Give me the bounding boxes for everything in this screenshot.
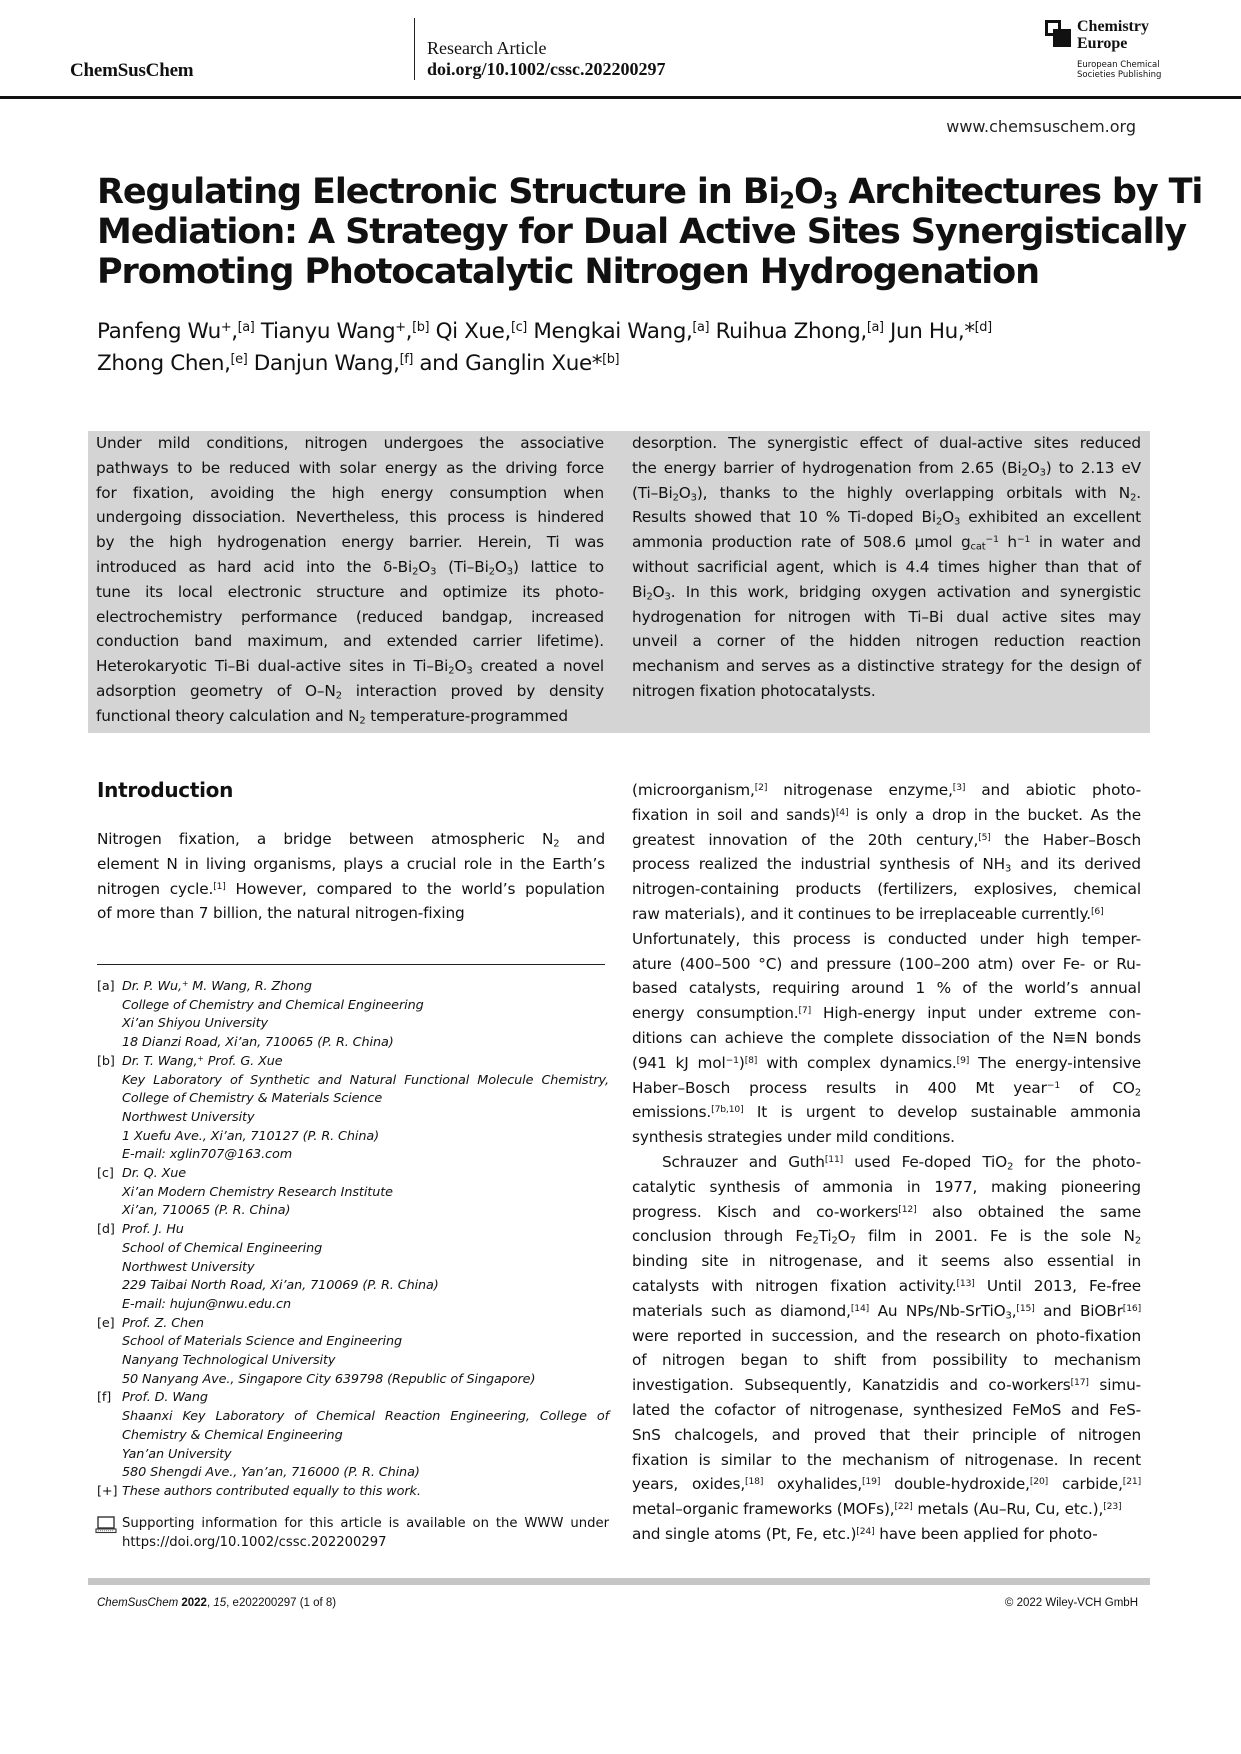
abstract-right-column: [632, 431, 1141, 704]
affiliation-tag: [e]: [97, 1315, 115, 1331]
affiliation-tag: [+]: [97, 1483, 118, 1499]
text-line: the energy barrier of hydrogenation from 2.65 $(Bi_2O_3)$ to 2.13 eV: [632, 458, 1141, 479]
journal-name: ChemSusChem: [70, 60, 194, 81]
affiliation-line: College of Chemistry & Materials Science: [122, 1091, 383, 1107]
text-line: desorption. The synergistic effect of dual-active sites reduced: [632, 434, 1141, 452]
affiliation-line: 18 Dianzi Road, Xi’an, 710065 (P. R. China): [122, 1035, 394, 1051]
text-line: by the high hydrogenation energy barrier. Herein, Ti was: [96, 533, 604, 552]
text-line: nitrogen cycle.[1] However, compared to the world’s population: [97, 879, 605, 898]
affiliation-entry: [97, 1315, 609, 1390]
footer-bar: [88, 1578, 1150, 1585]
affiliation-line: Prof. J. Hu: [122, 1222, 184, 1238]
chemistry-europe-logo: [1045, 18, 1185, 82]
text-line: years, oxides,[18] oxyhalides,[19] double-hydroxide,[20] carbide,[21]: [632, 1475, 1142, 1494]
text-line: mechanism and serves as a distinctive strategy for the design of: [632, 657, 1141, 676]
text-line: (941 kJ mol$^{-1}$)[8] with complex dynamics.[9] The energy-intensive: [632, 1053, 1141, 1072]
text-line: $Bi_2O_3$. In this work, bridging oxygen activation and synergistic: [632, 582, 1141, 603]
abstract-box: [88, 431, 1150, 733]
affiliation-line: Northwest University: [122, 1259, 255, 1275]
affiliation-tag: [c]: [97, 1166, 114, 1182]
text-line: Results showed that 10 % Ti-doped $Bi_2O_3$ exhibited an excellent: [632, 508, 1141, 528]
text-line: unveil a corner of the hidden nitrogen reduction reaction: [632, 632, 1141, 651]
text-line: ature (400–500 °C) and pressure (100–200 atm) over Fe- or Ru-: [632, 954, 1141, 973]
text-line: Schrauzer and Guth[11] used Fe-doped TiO$_2$ for the photo-: [662, 1152, 1141, 1173]
affiliation-tag: [b]: [97, 1053, 115, 1069]
text-line: pathways to be reduced with solar energy as the driving force: [96, 458, 604, 477]
email-link[interactable]: E-mail: xglin707@163.com: [122, 1147, 293, 1163]
text-line: metal–organic frameworks (MOFs),[22] metals (Au–Ru, Cu, etc.),[23]: [632, 1500, 1122, 1519]
text-line: fixation in soil and sands)[4] is only a drop in the bucket. As the: [632, 805, 1141, 824]
supporting-information-note: [97, 1514, 609, 1552]
text-line: Promoting Photocatalytic Nitrogen Hydrogenation: [97, 252, 1039, 292]
text-line: progress. Kisch and co-workers[12] also obtained the same: [632, 1202, 1141, 1221]
author-list: [97, 316, 1157, 380]
affiliation-line: Dr. P. Wu,+ M. Wang, R. Zhong: [122, 978, 312, 994]
affiliation-line: Xi’an Shiyou University: [122, 1016, 269, 1032]
footnote-divider: [97, 964, 605, 965]
text-line: materials such as diamond,[14] Au NPs/Nb-SrTiO$_3$,[15] and BiOBr[16]: [632, 1301, 1142, 1322]
footer-year: 2022: [181, 1597, 207, 1609]
affiliation-tag: [d]: [97, 1222, 115, 1238]
text-line: Haber–Bosch process results in 400 Mt year$^{-1}$ of $CO_2$: [632, 1078, 1142, 1099]
text-line: $(Ti-Bi_2O_3)$, thanks to the highly overlapping orbitals with $N_2$.: [632, 483, 1141, 504]
affiliation-line: Yan’an University: [122, 1446, 232, 1462]
text-line: electrochemistry performance (reduced bandgap, increased: [96, 607, 604, 626]
supporting-info-link[interactable]: https://doi.org/10.1002/cssc.202200297: [122, 1535, 387, 1550]
affiliations-list: [97, 978, 609, 1502]
logo-text-line3: European Chemical: [1077, 60, 1160, 70]
header-divider: [414, 18, 415, 80]
affiliation-line: Prof. D. Wang: [122, 1390, 208, 1406]
affiliation-entry: [97, 1165, 609, 1221]
text-line: element N in living organisms, plays a crucial role in the Earth’s: [97, 854, 605, 873]
text-line: Heterokaryotic Ti–Bi dual-active sites in $Ti-Bi_2O_3$ created a novel: [96, 657, 604, 677]
text-line: fixation is similar to the mechanism of nitrogenase. In recent: [632, 1450, 1141, 1469]
text-line: synthesis strategies under mild conditions.: [632, 1128, 955, 1147]
text-line: ammonia production rate of 508.6 µmol $g_{cat}^{-1}$ $h^{-1}$ in water and: [632, 533, 1141, 553]
affiliation-line: Northwest University: [122, 1109, 255, 1125]
text-line: Unfortunately, this process is conducted under high temper-: [632, 929, 1141, 948]
text-line: nitrogen fixation photocatalysts.: [632, 681, 876, 700]
text-line: catalysts with nitrogen fixation activity.[13] Until 2013, Fe-free: [632, 1276, 1141, 1295]
affiliation-line: Shaanxi Key Laboratory of Chemical Reaction Engineering, College of: [122, 1409, 609, 1425]
computer-monitor-icon: [95, 1516, 117, 1534]
text-line: of nitrogen began to shift from possibility to mechanism: [632, 1351, 1141, 1370]
affiliation-line: Key Laboratory of Synthetic and Natural Functional Molecule Chemistry,: [122, 1072, 609, 1088]
text-line: greatest innovation of the 20th century,[5] the Haber–Bosch: [632, 830, 1141, 849]
abstract-left-column: [96, 431, 604, 729]
article-type: Research Article: [427, 38, 547, 58]
affiliation-entry: [97, 1483, 609, 1502]
affiliation-line: Dr. T. Wang,+ Prof. G. Xue: [122, 1053, 283, 1069]
text-line: Regulating Electronic Structure in $Bi_2O_3$ Architectures by Ti: [97, 172, 1203, 215]
citation-info: ChemSusChem 2022, 15, e202200297 (1 of 8): [97, 1597, 337, 1609]
text-line: hydrogenation for nitrogen with Ti–Bi dual active sites may: [632, 607, 1141, 626]
footer-volume: 15: [213, 1597, 227, 1609]
affiliation-tag: [f]: [97, 1390, 112, 1406]
text-line: without sacrificial agent, which is 4.4 times higher than that of: [632, 557, 1141, 576]
affiliation-tag: [a]: [97, 979, 115, 994]
text-line: adsorption geometry of $O-N_2$ interaction proved by density: [96, 681, 604, 702]
text-line: conduction band maximum, and extended carrier lifetime).: [96, 632, 604, 651]
affiliation-line: These authors contributed equally to this work.: [122, 1483, 421, 1499]
text-line: Under mild conditions, nitrogen undergoes the associative: [96, 434, 604, 452]
text-line: investigation. Subsequently, Kanatzidis and co-workers[17] simu-: [632, 1376, 1141, 1395]
affiliation-line: 1 Xuefu Ave., Xi’an, 710127 (P. R. China): [122, 1128, 379, 1144]
header-rule: [0, 96, 1241, 99]
supporting-info-text: Supporting information for this article is available on the WWW under: [122, 1516, 609, 1531]
text-line: were reported in succession, and the research on photo-fixation: [632, 1326, 1141, 1345]
affiliation-line: School of Chemical Engineering: [122, 1240, 323, 1256]
text-line: for fixation, avoiding the high energy consumption when: [96, 483, 604, 502]
affiliation-line: 50 Nanyang Ave., Singapore City 639798 (Republic of Singapore): [122, 1371, 536, 1387]
text-line: catalytic synthesis of ammonia in 1977, making pioneering: [632, 1177, 1141, 1196]
text-line: introduced as hard acid into the $\delta-Bi_2O_3$ $(Ti-Bi_2O_3)$ lattice to: [96, 557, 605, 578]
text-line: emissions.[7b,10] It is urgent to develop sustainable ammonia: [632, 1103, 1141, 1122]
text-line: based catalysts, requiring around 1 % of the world’s annual: [632, 979, 1141, 998]
text-line: process realized the industrial synthesis of $NH_3$ and its derived: [632, 855, 1141, 875]
affiliation-line: Xi’an, 710065 (P. R. China): [122, 1203, 291, 1219]
affiliation-line: 580 Shengdi Ave., Yan’an, 716000 (P. R. China): [122, 1465, 420, 1481]
text-line: Panfeng Wu+,[a] Tianyu Wang+,[b] Qi Xue,[c] Mengkai Wang,[a] Ruihua Zhong,[a] Jun Hu,*[d]: [97, 319, 992, 344]
text-line: raw materials), and it continues to be irreplaceable currently.[6]: [632, 904, 1104, 923]
affiliation-line: Chemistry & Chemical Engineering: [122, 1427, 343, 1443]
affiliation-entry: [97, 978, 609, 1053]
affiliation-entry: [97, 1221, 609, 1315]
text-line: ditions can achieve the complete dissociation of the N≡N bonds: [632, 1028, 1141, 1047]
section-heading-introduction: Introduction: [97, 778, 234, 802]
affiliation-line: Dr. Q. Xue: [122, 1166, 187, 1182]
footer-article-info: , e202200297 (1 of 8): [226, 1597, 337, 1609]
logo-text-line1: Chemistry: [1077, 18, 1149, 35]
logo-text-line2: Europe: [1077, 35, 1128, 52]
article-title: [97, 172, 1203, 292]
affiliation-line: Xi’an Modern Chemistry Research Institute: [122, 1184, 393, 1200]
text-line: undergoing dissociation. Nevertheless, this process is hindered: [96, 508, 604, 527]
article-doi-link[interactable]: doi.org/10.1002/cssc.202200297: [427, 59, 666, 79]
text-line: binding site in nitrogenase, and it seems also essential in: [632, 1252, 1141, 1271]
text-line: lated the cofactor of nitrogenase, synthesized FeMoS and FeS-: [632, 1400, 1141, 1419]
text-line: and single atoms (Pt, Fe, etc.)[24] have been applied for photo-: [632, 1524, 1098, 1543]
journal-website-link[interactable]: www.chemsuschem.org: [946, 117, 1136, 136]
introduction-left-column: [97, 827, 605, 926]
affiliation-line: 229 Taibai North Road, Xi’an, 710069 (P. R. China): [122, 1278, 439, 1294]
text-line: tune its local electronic structure and optimize its photo-: [96, 582, 604, 601]
affiliation-line: School of Materials Science and Engineering: [122, 1334, 402, 1350]
copyright-notice: © 2022 Wiley-VCH GmbH: [1004, 1597, 1138, 1609]
text-line: Nitrogen fixation, a bridge between atmospheric $N_2$ and: [97, 830, 606, 850]
text-line: (microorganism,[2] nitrogenase enzyme,[3] and abiotic photo-: [632, 781, 1141, 799]
logo-text-line4: Societies Publishing: [1077, 70, 1162, 80]
introduction-right-column: [632, 778, 1141, 1547]
affiliation-line: Nanyang Technological University: [122, 1353, 336, 1369]
affiliation-entry: [97, 1053, 609, 1165]
text-line: energy consumption.[7] High-energy input under extreme con-: [632, 1004, 1141, 1023]
affiliation-line: College of Chemistry and Chemical Engineering: [122, 997, 424, 1013]
text-line: Mediation: A Strategy for Dual Active Sites Synergistically: [97, 212, 1187, 252]
email-link[interactable]: E-mail: hujun@nwu.edu.cn: [122, 1296, 291, 1312]
text-line: conclusion through $Fe_2Ti_2O_7$ film in 2001. Fe is the sole $N_2$: [632, 1227, 1141, 1247]
text-line: functional theory calculation and $N_2$ temperature-programmed: [96, 706, 568, 727]
affiliation-line: Prof. Z. Chen: [122, 1315, 204, 1331]
text-line: SnS chalcogels, and proved that their principle of nitrogen: [632, 1425, 1141, 1444]
footer-journal: ChemSusChem: [97, 1597, 179, 1609]
text-line: of more than 7 billion, the natural nitrogen-fixing: [97, 904, 465, 923]
affiliation-entry: [97, 1389, 609, 1483]
text-line: nitrogen-containing products (fertilizers, explosives, chemical: [632, 880, 1141, 899]
chemistry-europe-logo-icon: [1045, 20, 1071, 46]
text-line: Zhong Chen,[e] Danjun Wang,[f] and Ganglin Xue*[b]: [97, 351, 620, 376]
